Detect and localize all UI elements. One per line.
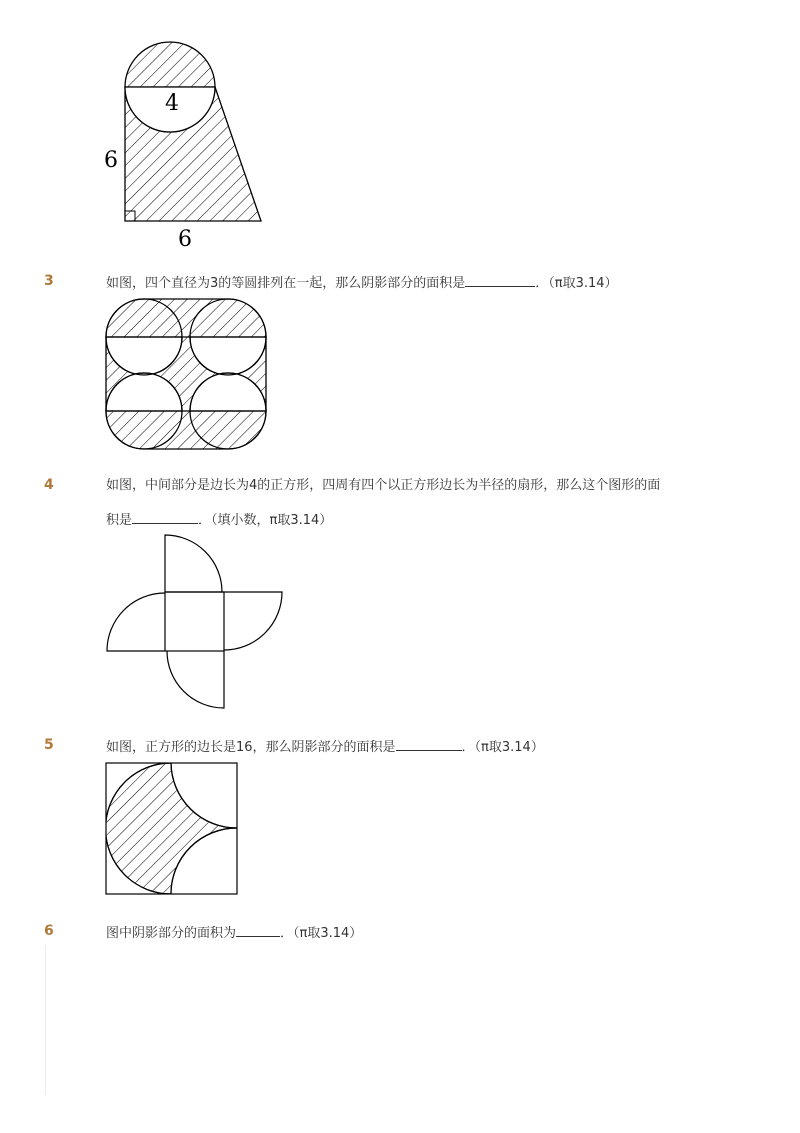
question-3-text [106,272,618,294]
figure-trapezoid-semicircle [95,30,275,255]
sector-left [107,593,165,651]
question-number: 3 [44,273,54,289]
figure-square-arcs [104,761,240,897]
question-4-line1: 如图，中间部分是边长为4的正方形，四周有四个以正方形边长为半径的扇形，那么这个图形的面 [106,478,661,493]
label-height: 6 [104,148,118,173]
answer-blank[interactable] [236,922,280,937]
question-text: 积是 [106,513,133,528]
label-diameter: 4 [165,91,179,116]
label-base: 6 [178,227,192,252]
question-number: 4 [44,477,54,493]
question-6-text [106,922,362,944]
outer-rounded-rect [106,299,266,449]
question-suffix: ．（π取3.14） [535,276,618,291]
sector-bottom [167,651,224,708]
question-number: 6 [44,923,54,939]
top-semicircle-shaded [125,42,215,87]
answer-blank[interactable] [132,509,198,524]
margin-divider [45,945,46,1095]
question-number: 5 [44,737,54,753]
answer-blank[interactable] [465,272,535,287]
center-square [165,592,224,651]
sector-right [224,592,282,650]
shaded-region [106,763,237,894]
sector-top [165,535,222,592]
figure-four-circles [102,295,272,455]
answer-blank[interactable] [396,736,462,751]
question-text: 如图，四个直径为3的等圆排列在一起，那么阴影部分的面积是 [106,276,466,291]
question-text: 图中阴影部分的面积为 [106,926,237,941]
question-4-line2 [106,509,332,531]
question-suffix: ．（π取3.14） [461,740,544,755]
question-suffix: ．（填小数，π取3.14） [198,513,333,528]
figure-square-sectors [100,530,290,715]
question-5-text [106,736,544,758]
question-suffix: ．（π取3.14） [280,926,363,941]
question-text: 如图，正方形的边长是16，那么阴影部分的面积是 [106,740,396,755]
